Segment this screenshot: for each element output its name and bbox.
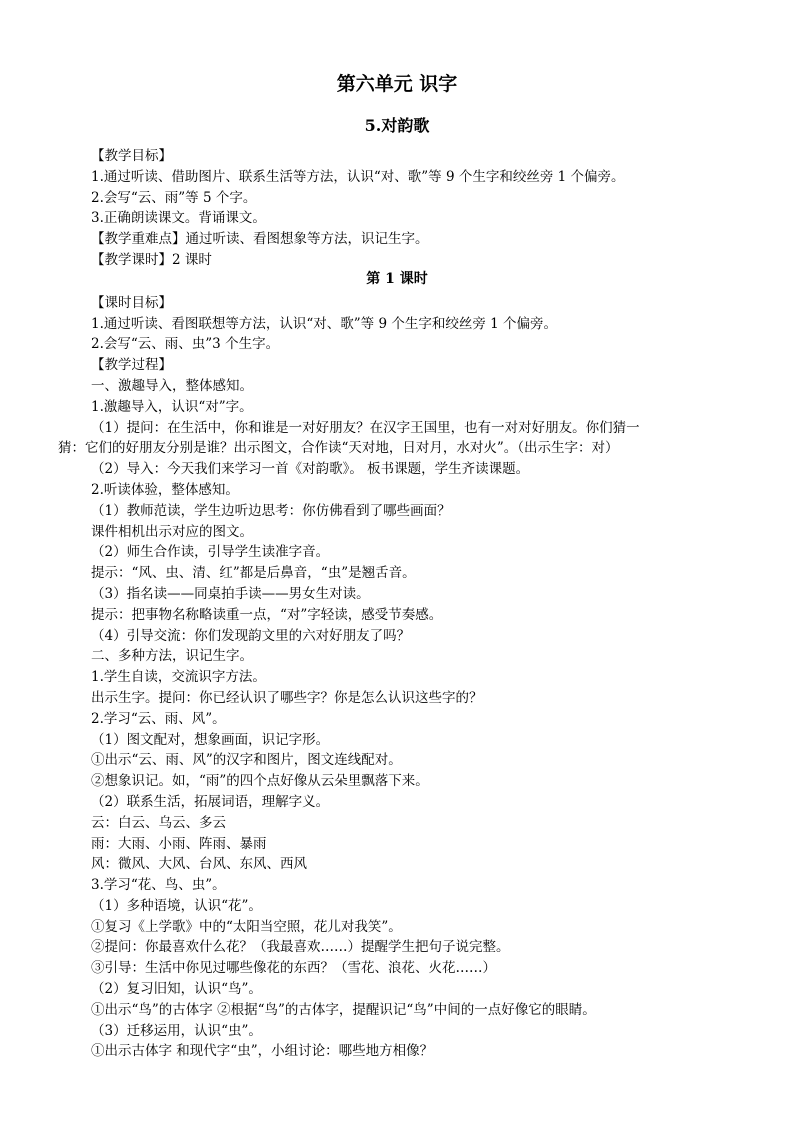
paragraph-line: 提示：把事物名称略读重一点，“对”字轻读，感受节奏感。 — [91, 606, 443, 623]
periods-line: 【教学课时】2 课时 — [91, 251, 212, 268]
lesson-title: 5.对韵歌 — [364, 116, 430, 135]
paragraph-line: ③引导：生活中你见过哪些像花的东西？（雪花、浪花、火花……） — [91, 960, 496, 977]
paragraph-line: （1）提问：在生活中，你和谁是一对好朋友？在汉字王国里，也有一对对好朋友。你们猜一 — [91, 419, 640, 436]
word-list-line: 雨：大雨、小雨、阵雨、暴雨 — [91, 835, 267, 852]
period-title: 第 1 课时 — [366, 271, 428, 287]
paragraph-line: （3）迁移运用，认识“虫”。 — [91, 1022, 262, 1039]
paragraph-line: （2）导入：今天我们来学习一首《对韵歌》。 板书课题，学生齐读课题。 — [91, 461, 530, 478]
paragraph-line: ①出示“鸟”的古体字 ②根据“鸟”的古体字，提醒识记“鸟”中间的一点好像它的眼睛。 — [91, 1001, 596, 1018]
substep-heading: 2.听读体验，整体感知。 — [91, 481, 239, 498]
paragraph-line: 提示：“风、虫、清、红”都是后鼻音，“虫”是翘舌音。 — [91, 565, 416, 582]
paragraph-line: ①出示“云、雨、风”的汉字和图片，图文连线配对。 — [91, 752, 402, 769]
heading-teaching-goals: 【教学目标】 — [91, 148, 172, 164]
substep-heading: 1.学生自读，交流识字方法。 — [91, 669, 266, 686]
key-points-line: 【教学重难点】通过听读、看图想象等方法，识记生字。 — [91, 231, 429, 248]
paragraph-line: （2）联系生活，拓展词语，理解字义。 — [91, 793, 330, 810]
substep-heading: 1.激趣导入，认识“对”字。 — [91, 398, 253, 415]
paragraph-line: ①复习《上学歌》中的“太阳当空照，花儿对我笑”。 — [91, 918, 402, 935]
substep-heading: 2.学习“云、雨、风”。 — [91, 710, 226, 727]
unit-title: 第六单元 识字 — [336, 73, 458, 95]
paragraph-line: ②想象识记。如，“雨”的四个点好像从云朵里飘落下来。 — [91, 773, 429, 790]
paragraph-line: （2）复习旧知，认识“鸟”。 — [91, 981, 262, 998]
period-goal-line: 1.通过听读、看图联想等方法，认识“对、歌”等 9 个生字和绞丝旁 1 个偏旁。 — [91, 315, 558, 332]
substep-heading: 3.学习“花、鸟、虫”。 — [91, 877, 226, 894]
word-list-line: 云：白云、乌云、多云 — [91, 814, 226, 831]
paragraph-line: （3）指名读——同桌拍手读——男女生对读。 — [91, 585, 370, 602]
paragraph-line: ①出示古体字 和现代字“虫”，小组讨论：哪些地方相像？ — [91, 1043, 434, 1060]
paragraph-line: （1）教师范读，学生边听边思考：你仿佛看到了哪些画面？ — [91, 502, 451, 519]
paragraph-line: ②提问：你最喜欢什么花？（我最喜欢……）提醒学生把句子说完整。 — [91, 939, 510, 956]
paragraph-line: （1）图文配对，想象画面，识记字形。 — [91, 731, 330, 748]
paragraph-line: （1）多种语境，认识“花”。 — [91, 897, 262, 914]
paragraph-line: （4）引导交流：你们发现韵文里的六对好朋友了吗？ — [91, 627, 411, 644]
paragraph-line: （2）师生合作读，引导学生读准字音。 — [91, 544, 330, 561]
period-goal-line: 2.会写“云、雨、虫”3 个生字。 — [91, 336, 280, 353]
goal-line: 1.通过听读、借助图片、联系生活等方法，认识“对、歌”等 9 个生字和绞丝旁 1 个偏旁。 — [91, 168, 625, 185]
step-heading: 二、多种方法，识记生字。 — [91, 648, 253, 665]
step-heading: 一、激趣导入，整体感知。 — [91, 377, 253, 394]
goal-line: 2.会写“云、雨”等 5 个字。 — [91, 189, 257, 206]
paragraph-line: 猜：它们的好朋友分别是谁？出示图文，合作读“天对地，日对月，水对火”。（出示生字：对） — [58, 440, 619, 457]
paragraph-line: 出示生字。提问：你已经认识了哪些字？你是怎么认识这些字的？ — [91, 689, 483, 706]
goal-line: 3.正确朗读课文。背诵课文。 — [91, 210, 266, 227]
paragraph-line: 课件相机出示对应的图文。 — [91, 523, 253, 540]
heading-period-goals: 【课时目标】 — [91, 294, 172, 311]
word-list-line: 风：微风、大风、台风、东风、西风 — [91, 856, 307, 873]
heading-teaching-process: 【教学过程】 — [91, 357, 172, 374]
